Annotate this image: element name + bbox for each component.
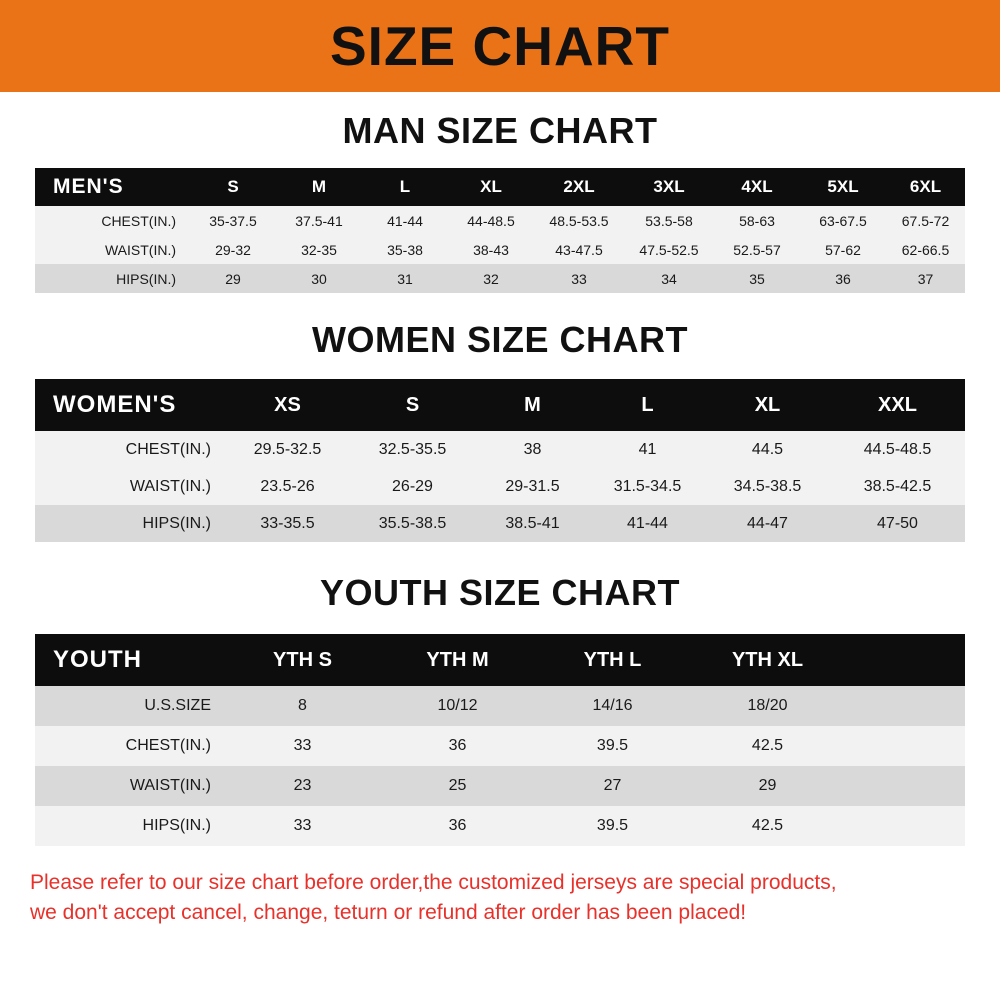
cell: 36 — [800, 264, 886, 293]
col-header: YTH L — [535, 634, 690, 686]
cell: 41-44 — [590, 505, 705, 542]
col-header: XS — [225, 379, 350, 431]
col-header: S — [190, 168, 276, 206]
col-header-spacer — [845, 634, 965, 686]
cell: 8 — [225, 686, 380, 726]
col-header: XXL — [830, 379, 965, 431]
cell: 32-35 — [276, 235, 362, 264]
cell: 10/12 — [380, 686, 535, 726]
col-header: XL — [448, 168, 534, 206]
cell: 29-31.5 — [475, 468, 590, 505]
cell: 29.5-32.5 — [225, 431, 350, 468]
table-row — [35, 431, 965, 468]
table-header-row — [35, 634, 965, 686]
cell: 52.5-57 — [714, 235, 800, 264]
return-policy-note — [0, 868, 1000, 929]
table-row — [35, 806, 965, 846]
cell-spacer — [845, 766, 965, 806]
row-label: HIPS(IN.) — [35, 806, 225, 846]
col-header: YTH XL — [690, 634, 845, 686]
women-table-wrapper — [0, 379, 1000, 542]
women-size-table — [35, 379, 965, 542]
cell: 34 — [624, 264, 714, 293]
col-header: WOMEN'S — [35, 379, 225, 431]
cell: 26-29 — [350, 468, 475, 505]
cell: 27 — [535, 766, 690, 806]
cell: 43-47.5 — [534, 235, 624, 264]
cell: 47.5-52.5 — [624, 235, 714, 264]
col-header: M — [475, 379, 590, 431]
col-header: 5XL — [800, 168, 886, 206]
row-label: WAIST(IN.) — [35, 766, 225, 806]
cell-spacer — [845, 726, 965, 766]
cell: 31.5-34.5 — [590, 468, 705, 505]
cell: 58-63 — [714, 206, 800, 235]
cell: 35-38 — [362, 235, 448, 264]
header-banner — [0, 0, 1000, 92]
cell: 37 — [886, 264, 965, 293]
cell: 42.5 — [690, 726, 845, 766]
table-header-row — [35, 379, 965, 431]
col-header: L — [362, 168, 448, 206]
cell: 38 — [475, 431, 590, 468]
cell: 44-47 — [705, 505, 830, 542]
col-header: 3XL — [624, 168, 714, 206]
cell: 38.5-41 — [475, 505, 590, 542]
cell: 29 — [190, 264, 276, 293]
cell-spacer — [845, 806, 965, 846]
table-row — [35, 206, 965, 235]
cell: 32 — [448, 264, 534, 293]
row-label: HIPS(IN.) — [35, 264, 190, 293]
row-label: CHEST(IN.) — [35, 206, 190, 235]
cell: 36 — [380, 806, 535, 846]
cell: 33 — [534, 264, 624, 293]
note-line-2: we don't accept cancel, change, teturn or refund after order has been placed! — [30, 901, 747, 925]
note-line-1: Please refer to our size chart before order,the customized jerseys are special products, — [30, 871, 837, 894]
cell: 39.5 — [535, 806, 690, 846]
col-header: MEN'S — [35, 168, 190, 206]
table-row — [35, 505, 965, 542]
cell: 14/16 — [535, 686, 690, 726]
cell: 18/20 — [690, 686, 845, 726]
col-header: YTH S — [225, 634, 380, 686]
cell: 44.5-48.5 — [830, 431, 965, 468]
cell: 36 — [380, 726, 535, 766]
man-table-wrapper — [0, 168, 1000, 293]
youth-section-title: YOUTH SIZE CHART — [319, 572, 680, 613]
cell: 48.5-53.5 — [534, 206, 624, 235]
cell: 63-67.5 — [800, 206, 886, 235]
table-row — [35, 686, 965, 726]
cell: 47-50 — [830, 505, 965, 542]
cell: 25 — [380, 766, 535, 806]
cell: 37.5-41 — [276, 206, 362, 235]
table-row — [35, 726, 965, 766]
col-header: XL — [705, 379, 830, 431]
col-header: YTH M — [380, 634, 535, 686]
col-header: 4XL — [714, 168, 800, 206]
cell: 33 — [225, 806, 380, 846]
cell: 39.5 — [535, 726, 690, 766]
table-row — [35, 766, 965, 806]
cell: 42.5 — [690, 806, 845, 846]
table-row — [35, 264, 965, 293]
cell: 38.5-42.5 — [830, 468, 965, 505]
cell: 33 — [225, 726, 380, 766]
page-title: SIZE CHART — [330, 14, 670, 77]
cell: 30 — [276, 264, 362, 293]
col-header: YOUTH — [35, 634, 225, 686]
cell: 44-48.5 — [448, 206, 534, 235]
row-label: WAIST(IN.) — [35, 235, 190, 264]
cell: 32.5-35.5 — [350, 431, 475, 468]
row-label: HIPS(IN.) — [35, 505, 225, 542]
cell: 29 — [690, 766, 845, 806]
row-label: WAIST(IN.) — [35, 468, 225, 505]
cell: 67.5-72 — [886, 206, 965, 235]
cell: 23 — [225, 766, 380, 806]
cell: 31 — [362, 264, 448, 293]
man-size-table — [35, 168, 965, 293]
cell: 62-66.5 — [886, 235, 965, 264]
youth-size-table — [35, 634, 965, 846]
col-header: L — [590, 379, 705, 431]
col-header: S — [350, 379, 475, 431]
cell: 23.5-26 — [225, 468, 350, 505]
cell: 44.5 — [705, 431, 830, 468]
row-label: CHEST(IN.) — [35, 431, 225, 468]
cell: 35.5-38.5 — [350, 505, 475, 542]
cell: 35-37.5 — [190, 206, 276, 235]
col-header: 6XL — [886, 168, 965, 206]
row-label: CHEST(IN.) — [35, 726, 225, 766]
cell: 57-62 — [800, 235, 886, 264]
table-row — [35, 235, 965, 264]
cell: 53.5-58 — [624, 206, 714, 235]
cell: 38-43 — [448, 235, 534, 264]
cell: 34.5-38.5 — [705, 468, 830, 505]
row-label: U.S.SIZE — [35, 686, 225, 726]
cell: 29-32 — [190, 235, 276, 264]
table-row — [35, 468, 965, 505]
women-section-title: WOMEN SIZE CHART — [312, 319, 688, 360]
cell: 35 — [714, 264, 800, 293]
cell-spacer — [845, 686, 965, 726]
table-header-row — [35, 168, 965, 206]
col-header: M — [276, 168, 362, 206]
youth-table-wrapper — [0, 634, 1000, 846]
cell: 41-44 — [362, 206, 448, 235]
col-header: 2XL — [534, 168, 624, 206]
cell: 41 — [590, 431, 705, 468]
man-section-title: MAN SIZE CHART — [342, 110, 658, 151]
cell: 33-35.5 — [225, 505, 350, 542]
